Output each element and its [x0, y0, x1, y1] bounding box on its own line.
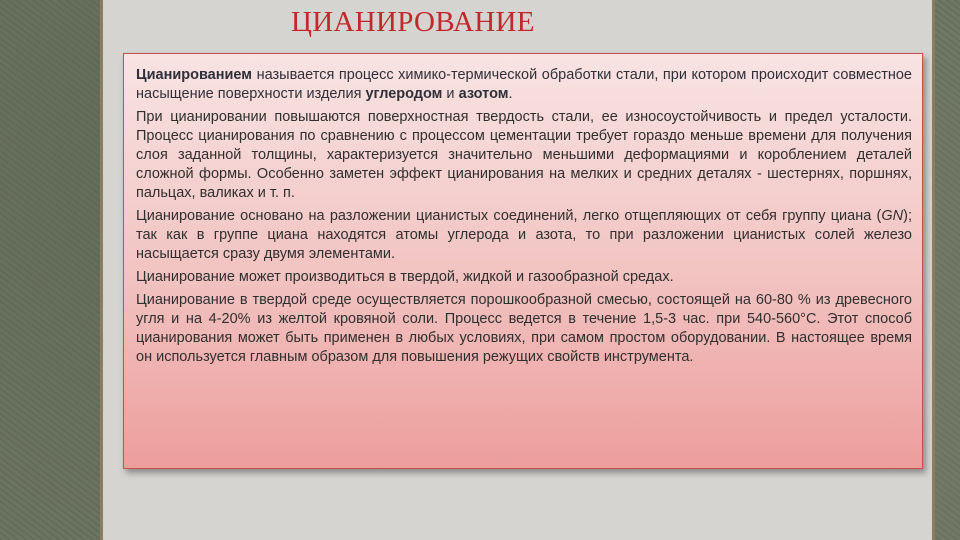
definition-end: .	[508, 86, 513, 102]
cyanide-group-formula: GN	[881, 208, 904, 224]
slide-title: ЦИАНИРОВАНИЕ	[291, 6, 535, 38]
benefits-paragraph: При цианировании повышаются поверхностная твердость стали, ее износоустойчивость и предел усталости. Процесс цианирования по сравнению с процессом цементации требует гораздо меньше времени для получения слоя заданной толщины, характеризуется значительно меньшими деформациями и короблением деталей сложной формы. Особенно заметен эффект цианирования на мелких и средних деталях - шестернях, поршнях, пальцах, валиках и т. п.	[136, 109, 912, 201]
term-nitrogen: азотом	[458, 86, 509, 102]
solid-media-paragraph: Цианирование в твердой среде осуществляется порошкообразной смесью, состоящей на 60-80 % из древесного угля и на 4-20% из желтой кровяной соли. Процесс ведется в течение 1,5-3 час. при 540-560°С. Этот способ цианирования может быть применен в любых условиях, при самом простом оборудовании. В настоящее время он используется главным образом для повышения режущих свойств инструмента.	[136, 292, 912, 365]
media-paragraph: Цианирование может производиться в твердой, жидкой и газообразной средах.	[136, 269, 674, 285]
term-carbon: углеродом	[365, 86, 443, 102]
conjunction-text: и	[442, 86, 459, 102]
definition-paragraph	[136, 66, 912, 104]
mechanism-text-start: Цианирование основано на разложении цианистых соединений, легко отщепляющих от себя группу циана (	[136, 208, 882, 224]
definition-text: называется процесс химико-термической обработки стали, при котором происходит совместное насыщение поверхности изделия	[136, 67, 912, 102]
slide-panel	[100, 0, 935, 540]
mechanism-text-end: ); так как в группе циана находятся атомы углерода и азота, то при разложении цианистых солей железо насыщается сразу двумя элементами.	[136, 208, 912, 262]
mechanism-paragraph	[136, 207, 912, 264]
content-textbox	[123, 53, 923, 469]
term-cyaniding: Цианированием	[136, 67, 253, 83]
